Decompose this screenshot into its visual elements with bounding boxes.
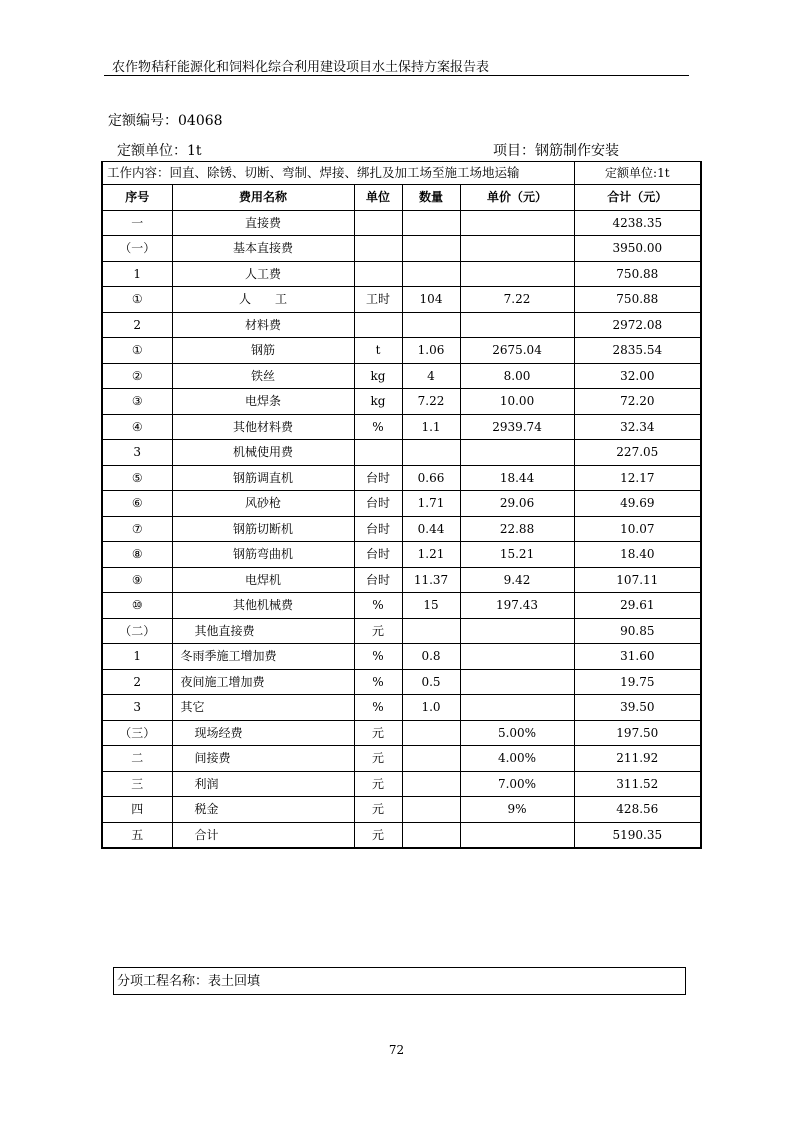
cell-qty: 0.44	[402, 516, 460, 542]
cell-total: 211.92	[574, 746, 701, 772]
cell-price: 5.00%	[460, 720, 574, 746]
cell-unit	[354, 312, 402, 338]
table-row	[102, 363, 701, 389]
cell-price: 9.42	[460, 567, 574, 593]
cell-unit: 元	[354, 771, 402, 797]
cell-name: 其他机械费	[172, 593, 354, 619]
cell-name: 电焊机	[172, 567, 354, 593]
cell-name: 其他材料费	[172, 414, 354, 440]
cell-price: 7.22	[460, 287, 574, 313]
cell-total: 750.88	[574, 287, 701, 313]
cell-unit: 台时	[354, 465, 402, 491]
cell-total: 197.50	[574, 720, 701, 746]
sub-project-box: 分项工程名称：表土回填	[113, 967, 686, 995]
cell-total: 227.05	[574, 440, 701, 466]
cell-total: 31.60	[574, 644, 701, 670]
quota-unit: 定额单位：1t	[117, 143, 202, 159]
table-row	[102, 771, 701, 797]
cell-total: 428.56	[574, 797, 701, 823]
cell-seq: （三）	[102, 720, 172, 746]
cell-total: 4238.35	[574, 210, 701, 236]
cell-seq: 2	[102, 669, 172, 695]
cell-seq: ⑦	[102, 516, 172, 542]
cell-total: 18.40	[574, 542, 701, 568]
col-header-price: 单价（元）	[460, 185, 574, 211]
cell-price	[460, 261, 574, 287]
cell-seq: （二）	[102, 618, 172, 644]
col-header-qty: 数量	[402, 185, 460, 211]
table-row	[102, 210, 701, 236]
table-row	[102, 797, 701, 823]
cell-total: 49.69	[574, 491, 701, 517]
table-row	[102, 516, 701, 542]
table-row	[102, 746, 701, 772]
cell-qty: 104	[402, 287, 460, 313]
cell-unit: 台时	[354, 567, 402, 593]
cell-name: 夜间施工增加费	[172, 669, 354, 695]
cell-total: 90.85	[574, 618, 701, 644]
cell-unit: kg	[354, 389, 402, 415]
cell-unit: 台时	[354, 516, 402, 542]
cell-seq: ⑤	[102, 465, 172, 491]
table-row	[102, 593, 701, 619]
cell-name: 铁丝	[172, 363, 354, 389]
work-unit: 定额单位:1t	[574, 162, 701, 185]
cell-total: 12.17	[574, 465, 701, 491]
cell-name: 人工费	[172, 261, 354, 287]
cell-seq: ①	[102, 338, 172, 364]
cell-unit: 台时	[354, 542, 402, 568]
cell-name: 现场经费	[172, 720, 354, 746]
cell-unit: %	[354, 644, 402, 670]
cell-unit	[354, 440, 402, 466]
cell-name: 其它	[172, 695, 354, 721]
table-row	[102, 720, 701, 746]
col-header-total: 合计（元）	[574, 185, 701, 211]
cell-seq: 四	[102, 797, 172, 823]
cell-price: 22.88	[460, 516, 574, 542]
cell-seq: ⑧	[102, 542, 172, 568]
cell-qty: 15	[402, 593, 460, 619]
cell-qty: 0.5	[402, 669, 460, 695]
cell-qty	[402, 822, 460, 848]
cell-price: 197.43	[460, 593, 574, 619]
cell-unit: 台时	[354, 491, 402, 517]
cell-name: 冬雨季施工增加费	[172, 644, 354, 670]
cell-qty	[402, 236, 460, 262]
cell-price: 7.00%	[460, 771, 574, 797]
report-header-title: 农作物秸秆能源化和饲料化综合利用建设项目水土保持方案报告表	[112, 60, 490, 75]
cell-total: 5190.35	[574, 822, 701, 848]
cell-total: 32.00	[574, 363, 701, 389]
cell-seq: ⑩	[102, 593, 172, 619]
cell-price	[460, 312, 574, 338]
cell-qty: 0.8	[402, 644, 460, 670]
cell-unit	[354, 210, 402, 236]
cell-name: 材料费	[172, 312, 354, 338]
cell-price: 9%	[460, 797, 574, 823]
cell-total: 2835.54	[574, 338, 701, 364]
cell-price: 29.06	[460, 491, 574, 517]
cell-total: 311.52	[574, 771, 701, 797]
cell-name: 直接费	[172, 210, 354, 236]
cell-total: 107.11	[574, 567, 701, 593]
cell-price: 4.00%	[460, 746, 574, 772]
cell-qty: 1.0	[402, 695, 460, 721]
table-row	[102, 414, 701, 440]
cell-seq: ⑨	[102, 567, 172, 593]
cell-unit: 工时	[354, 287, 402, 313]
table-row	[102, 338, 701, 364]
quota-code: 定额编号：04068	[108, 113, 223, 129]
table-row	[102, 312, 701, 338]
cell-qty	[402, 261, 460, 287]
table-header-row	[102, 185, 701, 211]
cell-name: 电焊条	[172, 389, 354, 415]
cell-seq: 3	[102, 695, 172, 721]
table-row	[102, 618, 701, 644]
col-header-seq: 序号	[102, 185, 172, 211]
cell-qty	[402, 210, 460, 236]
cell-seq: 2	[102, 312, 172, 338]
table-row	[102, 644, 701, 670]
cell-qty: 1.71	[402, 491, 460, 517]
cell-price: 2675.04	[460, 338, 574, 364]
table-row	[102, 491, 701, 517]
cell-price	[460, 440, 574, 466]
cell-name: 利润	[172, 771, 354, 797]
cell-name: 钢筋切断机	[172, 516, 354, 542]
cell-price	[460, 644, 574, 670]
cell-name: 钢筋弯曲机	[172, 542, 354, 568]
table-row	[102, 669, 701, 695]
cell-qty: 7.22	[402, 389, 460, 415]
cell-seq: 1	[102, 261, 172, 287]
cell-price: 2939.74	[460, 414, 574, 440]
cell-name: 人 工	[172, 287, 354, 313]
cell-price: 8.00	[460, 363, 574, 389]
cell-price	[460, 236, 574, 262]
col-header-unit: 单位	[354, 185, 402, 211]
cell-price	[460, 669, 574, 695]
table-row	[102, 389, 701, 415]
cell-unit: 元	[354, 797, 402, 823]
cell-price: 15.21	[460, 542, 574, 568]
cell-total: 2972.08	[574, 312, 701, 338]
cell-total: 72.20	[574, 389, 701, 415]
cell-total: 3950.00	[574, 236, 701, 262]
table-row	[102, 695, 701, 721]
cell-qty: 1.1	[402, 414, 460, 440]
cell-qty: 4	[402, 363, 460, 389]
cell-name: 风砂枪	[172, 491, 354, 517]
page-number: 72	[388, 1043, 405, 1057]
cell-seq: ①	[102, 287, 172, 313]
cell-unit: 元	[354, 746, 402, 772]
col-header-name: 费用名称	[172, 185, 354, 211]
cell-unit: %	[354, 669, 402, 695]
cell-seq: ②	[102, 363, 172, 389]
cell-qty: 1.06	[402, 338, 460, 364]
cell-price	[460, 695, 574, 721]
cell-name: 基本直接费	[172, 236, 354, 262]
cell-price	[460, 210, 574, 236]
cell-qty	[402, 720, 460, 746]
cell-qty	[402, 797, 460, 823]
cell-name: 间接费	[172, 746, 354, 772]
project-name: 项目：钢筋制作安装	[493, 143, 619, 159]
cell-price	[460, 822, 574, 848]
cell-unit: %	[354, 414, 402, 440]
cell-qty: 11.37	[402, 567, 460, 593]
cell-qty	[402, 440, 460, 466]
cell-price	[460, 618, 574, 644]
cell-seq: 二	[102, 746, 172, 772]
cell-name: 其他直接费	[172, 618, 354, 644]
cell-qty: 0.66	[402, 465, 460, 491]
cell-total: 750.88	[574, 261, 701, 287]
cell-price: 10.00	[460, 389, 574, 415]
cell-qty	[402, 312, 460, 338]
cell-name: 机械使用费	[172, 440, 354, 466]
table-row	[102, 261, 701, 287]
cell-seq: ⑥	[102, 491, 172, 517]
cell-qty	[402, 771, 460, 797]
cell-unit: t	[354, 338, 402, 364]
cell-unit: kg	[354, 363, 402, 389]
cell-total: 39.50	[574, 695, 701, 721]
cell-seq: 1	[102, 644, 172, 670]
cell-total: 10.07	[574, 516, 701, 542]
work-content: 工作内容：回直、除锈、切断、弯制、焊接、绑扎及加工场至施工场地运输	[102, 162, 574, 185]
cell-unit: 元	[354, 720, 402, 746]
cell-qty: 1.21	[402, 542, 460, 568]
table-row	[102, 465, 701, 491]
cell-seq: （一）	[102, 236, 172, 262]
cell-qty	[402, 618, 460, 644]
table-row	[102, 822, 701, 848]
cell-seq: ④	[102, 414, 172, 440]
cell-unit: %	[354, 695, 402, 721]
cell-name: 钢筋调直机	[172, 465, 354, 491]
cell-unit: %	[354, 593, 402, 619]
cell-total: 29.61	[574, 593, 701, 619]
cell-price: 18.44	[460, 465, 574, 491]
cell-name: 钢筋	[172, 338, 354, 364]
cell-total: 19.75	[574, 669, 701, 695]
cell-qty	[402, 746, 460, 772]
table-row	[102, 440, 701, 466]
cell-seq: 三	[102, 771, 172, 797]
cell-unit	[354, 261, 402, 287]
work-content-row	[102, 162, 701, 185]
cell-total: 32.34	[574, 414, 701, 440]
quota-table	[101, 161, 702, 849]
cell-name: 合计	[172, 822, 354, 848]
table-row	[102, 287, 701, 313]
table-row	[102, 567, 701, 593]
table-row	[102, 236, 701, 262]
cell-seq: 3	[102, 440, 172, 466]
header-rule	[104, 75, 689, 76]
table-row	[102, 542, 701, 568]
cell-name: 税金	[172, 797, 354, 823]
cell-unit	[354, 236, 402, 262]
cell-unit: 元	[354, 618, 402, 644]
cell-seq: 五	[102, 822, 172, 848]
cell-seq: 一	[102, 210, 172, 236]
cell-unit: 元	[354, 822, 402, 848]
cell-seq: ③	[102, 389, 172, 415]
